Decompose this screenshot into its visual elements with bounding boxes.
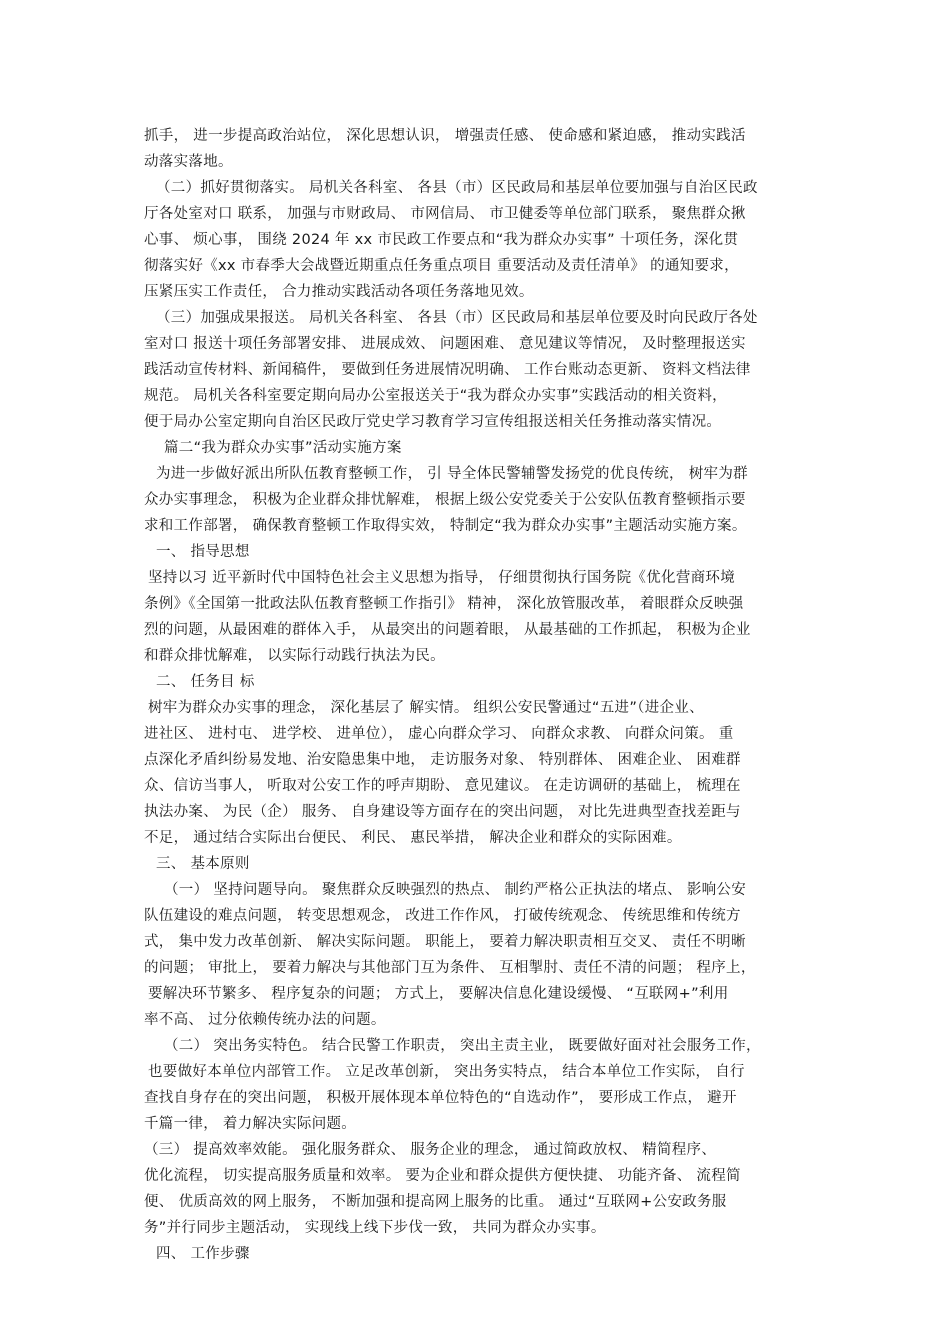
text-line: 为进一步做好派出所队伍教育整顿工作， 引 导全体民警辅警发扬党的优良传统， 树牢为群	[156, 466, 748, 482]
text-line: 队伍建设的难点问题， 转变思想观念， 改进工作作风， 打破传统观念、 传统思维和传统方	[144, 908, 741, 924]
section-heading: 二、 任务目 标	[156, 674, 255, 690]
text-line: 树牢为群众办实事的理念， 深化基层了 解实情。 组织公安民警通过“五进”（进企业、	[148, 700, 704, 716]
text-line: 规范。 局机关各科室要定期向局办公室报送关于“我为群众办实事”实践活动的相关资料，	[144, 388, 727, 404]
text-line: 也要做好本单位内部管工作。 立足改革创新， 突出务实特点， 结合本单位工作实际， 自行	[148, 1064, 745, 1080]
document-body	[144, 123, 816, 1267]
text-line: （一） 坚持问题导向。 聚焦群众反映强烈的热点、 制约严格公正执法的堵点、 影响公安	[164, 882, 747, 898]
text-line: 率不高、 过分依赖传统办法的问题。	[144, 1012, 386, 1028]
text-line: 进社区、 进村屯、 进学校、 进单位）， 虚心向群众学习、 向群众求教、 向群众问策。 重	[144, 726, 734, 742]
text-line: 优化流程， 切实提高服务质量和效率。 要为企业和群众提供方便快捷、 功能齐备、 流程简	[144, 1168, 741, 1184]
text-line: 求和工作部署， 确保教育整顿工作取得实效， 特制定“我为群众办实事”主题活动实施方案。	[144, 518, 747, 534]
text-line: 彻落实好《xx 市春季大会战暨近期重点任务重点项目 重要活动及责任清单》 的通知要求，	[144, 258, 739, 274]
text-line: （三） 提高效率效能。 强化服务群众、 服务企业的理念， 通过简政放权、 精简程序、	[144, 1142, 717, 1158]
section-heading: 四、 工作步骤	[156, 1246, 250, 1262]
text-line: 务”并行同步主题活动， 实现线上线下步伐一致， 共同为群众办实事。	[144, 1220, 606, 1236]
text-line: 坚持以习 近平新时代中国特色社会主义思想为指导， 仔细贯彻执行国务院《优化营商环境	[148, 570, 736, 586]
text-line: 千篇一律， 着力解决实际问题。	[144, 1116, 357, 1132]
text-line: 众、信访当事人， 听取对公安工作的呼声期盼、 意见建议。 在走访调研的基础上， 梳理在	[144, 778, 741, 794]
section-heading: 三、 基本原则	[156, 856, 250, 872]
text-line: 众办实事理念， 积极为企业群众排忧解难， 根据上级公安党委关于公安队伍教育整顿指示要	[144, 492, 746, 508]
text-line: （二） 突出务实特色。 结合民警工作职责， 突出主责主业， 既要做好面对社会服务工作，	[164, 1038, 761, 1054]
section-heading: 篇二“我为群众办实事”活动实施方案	[164, 440, 402, 456]
text-line: 便、 优质高效的网上服务， 不断加强和提高网上服务的比重。 通过“互联网+公安政务服	[144, 1194, 727, 1210]
text-line: 条例》《全国第一批政法队伍教育整顿工作指引》 精神， 深化放管服改革， 着眼群众反映强	[144, 596, 744, 612]
text-line: 便于局办公室定期向自治区民政厅党史学习教育学习宣传组报送相关任务推动落实情况。	[144, 414, 722, 430]
text-line: （二）抓好贯彻落实。 局机关各科室、 各县（市）区民政局和基层单位要加强与自治区民政	[156, 180, 758, 196]
text-line: 心事、 烦心事， 围绕 2024 年 xx 市民政工作要点和“我为群众办实事” 十项任务，深化贯	[144, 232, 739, 248]
text-line: 式， 集中发力改革创新、 解决实际问题。 职能上， 要着力解决职责相互交叉、 责任不明晰	[144, 934, 746, 950]
section-heading: 一、 指导思想	[156, 544, 250, 560]
text-line: 和群众排忧解难， 以实际行动践行执法为民。	[144, 648, 445, 664]
text-line: 点深化矛盾纠纷易发地、治安隐患集中地， 走访服务对象、 特别群体、 困难企业、 困难群	[144, 752, 741, 768]
text-line: 厅各处室对口 联系， 加强与市财政局、 市网信局、 市卫健委等单位部门联系， 聚焦群众揪	[144, 206, 746, 222]
text-line: 抓手， 进一步提高政治站位， 深化思想认识， 增强责任感、 使命感和紧迫感， 推动实践活	[144, 128, 746, 144]
text-line: 的问题； 审批上， 要着力解决与其他部门互为条件、 互相掣肘、责任不清的问题； 程序上，	[144, 960, 756, 976]
text-line: 不足， 通过结合实际出台便民、 利民、 惠民举措， 解决企业和群众的实际困难。	[144, 830, 682, 846]
text-line: 压紧压实工作责任， 合力推动实践活动各项任务落地见效。	[144, 284, 534, 300]
text-line: 践活动宣传材料、新闻稿件， 要做到任务进展情况明确、 工作台账动态更新、 资料文档法律	[144, 362, 751, 378]
text-line: 要解决环节繁多、 程序复杂的问题； 方式上， 要解决信息化建设缓慢、 “互联网+”利用	[148, 986, 729, 1002]
text-line: （三）加强成果报送。 局机关各科室、 各县（市）区民政局和基层单位要及时向民政厅各处	[156, 310, 758, 326]
text-line: 烈的问题，从最困难的群体入手， 从最突出的问题着眼， 从最基础的工作抓起， 积极为企业	[144, 622, 751, 638]
text-line: 室对口 报送十项任务部署安排、 进展成效、 问题困难、 意见建议等情况， 及时整理报送实	[144, 336, 746, 352]
text-line: 查找自身存在的突出问题， 积极开展体现本单位特色的“自选动作”， 要形成工作点， 避开	[144, 1090, 737, 1106]
text-line: 动落实落地。	[144, 154, 233, 170]
text-line: 执法办案、 为民（企） 服务、 自身建设等方面存在的突出问题， 对比先进典型查找差距与	[144, 804, 741, 820]
